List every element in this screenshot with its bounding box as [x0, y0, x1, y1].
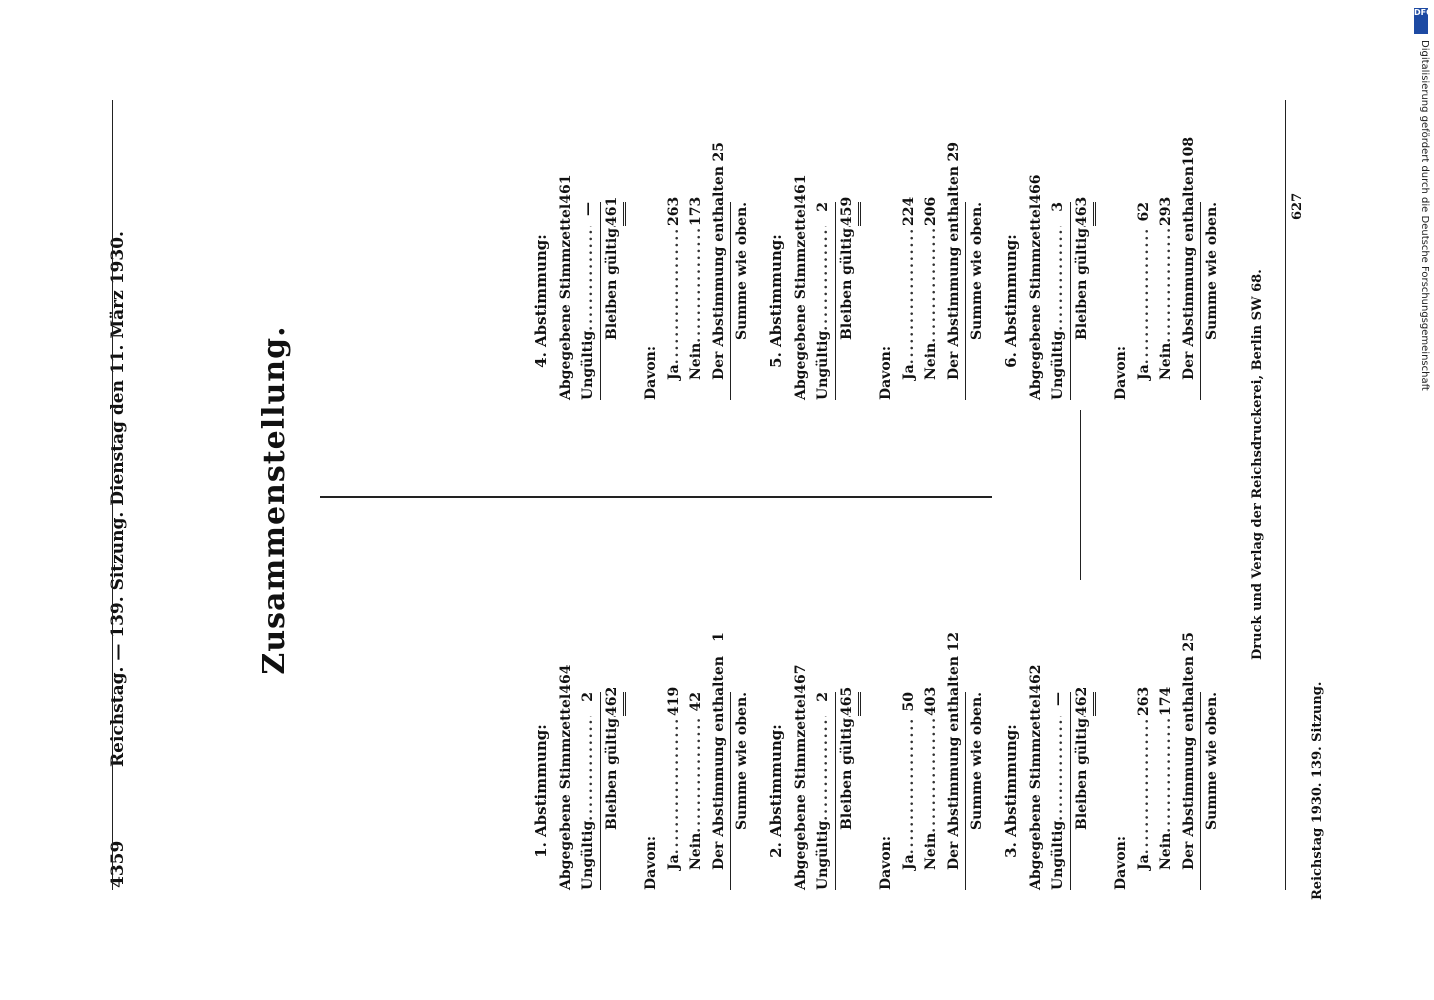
leader-dots: [1047, 226, 1070, 331]
section-heading: 4. Abstimmung:: [532, 234, 550, 368]
header-rule: [112, 100, 113, 890]
ungueltig-row: [577, 202, 600, 400]
ja-value: 263: [665, 196, 682, 226]
leader-dots: [898, 716, 921, 854]
enthalten-value: 12: [945, 632, 962, 652]
ja-value: 62: [1135, 202, 1152, 222]
spacer: [1096, 202, 1110, 400]
gueltig-label: Bleiben gültig: [838, 228, 855, 340]
abgegebene-row: [1025, 174, 1048, 400]
enthalten-label: Der Abstimmung enthalten: [945, 656, 962, 870]
footer-left: Reichstag 1930. 139. Sitzung.: [1310, 681, 1325, 900]
footer-separator: [1080, 410, 1081, 580]
leader-dots: [601, 226, 627, 228]
ja-label: Ja: [1135, 364, 1152, 380]
enthalten-row: [943, 142, 966, 400]
spacer: [626, 692, 640, 890]
leader-dots: [920, 716, 943, 833]
ja-row: [1133, 686, 1156, 890]
abstimmung-section: [1000, 136, 1224, 400]
gueltig-row: [835, 196, 862, 400]
ungueltig-value: 3: [1050, 202, 1066, 212]
nein-row: [920, 686, 943, 890]
ja-label: Ja: [1135, 854, 1152, 870]
abgegebene-label: Abgegebene Stimmzettel: [792, 203, 809, 400]
abgegebene-value: 466: [1027, 174, 1044, 204]
leader-dots: [663, 716, 686, 854]
davon-label: Davon:: [643, 345, 659, 400]
running-title: Reichstag. — 139. Sitzung. Dienstag den 11. März 1930.: [108, 231, 128, 767]
ungueltig-label: Ungültig: [815, 330, 831, 400]
leader-dots: [836, 226, 862, 228]
abgegebene-label: Abgegebene Stimmzettel: [1027, 203, 1044, 400]
enthalten-label: Der Abstimmung enthalten: [710, 166, 727, 380]
gueltig-row: [835, 686, 862, 890]
ja-label: Ja: [900, 854, 917, 870]
summe-note: Summe wie oben.: [1200, 692, 1224, 890]
page-title: Zusammenstellung.: [257, 325, 292, 675]
ungueltig-row: [577, 692, 600, 890]
enthalten-row: [708, 632, 731, 890]
gueltig-value: 462: [601, 692, 627, 716]
ungueltig-row: [812, 202, 835, 400]
abstimmung-section: [530, 142, 754, 400]
leader-dots: [577, 226, 600, 331]
nein-label: Nein: [923, 832, 939, 870]
gueltig-label: Bleiben gültig: [603, 718, 620, 830]
abgegebene-row: [555, 174, 578, 400]
rotated-page-content: [108, 0, 1325, 1000]
abgegebene-label: Abgegebene Stimmzettel: [557, 693, 574, 890]
abgegebene-value: 461: [557, 174, 574, 204]
leader-dots: [685, 716, 708, 833]
ja-label: Ja: [665, 364, 682, 380]
footer-rule: [1285, 100, 1286, 890]
abstimmung-section: [765, 142, 989, 400]
davon-label: Davon:: [643, 835, 659, 890]
leader-dots: [1047, 716, 1070, 821]
spacer: [861, 202, 875, 400]
leader-dots: [836, 716, 862, 718]
ja-value: 224: [900, 196, 917, 226]
ungueltig-row: [812, 692, 835, 890]
davon-label: Davon:: [1113, 345, 1129, 400]
page-header: [108, 110, 128, 888]
abgegebene-label: Abgegebene Stimmzettel: [557, 203, 574, 400]
enthalten-value: 108: [1180, 136, 1197, 167]
nein-value: 403: [923, 686, 939, 716]
abstimmung-section: [1000, 632, 1224, 890]
printer-imprint: Druck und Verlag der Reichsdruckerei, Berlin SW 68.: [1250, 269, 1265, 660]
ungueltig-label: Ungültig: [1050, 820, 1066, 890]
nein-row: [920, 196, 943, 400]
ungueltig-label: Ungültig: [815, 820, 831, 890]
leader-dots: [663, 226, 686, 364]
nein-label: Nein: [688, 342, 704, 380]
leader-dots: [1071, 226, 1097, 228]
enthalten-value: 25: [710, 142, 727, 162]
nein-row: [685, 196, 708, 400]
abgegebene-label: Abgegebene Stimmzettel: [1027, 693, 1044, 890]
abstimmung-section: [530, 632, 754, 890]
gueltig-label: Bleiben gültig: [1073, 228, 1090, 340]
dfg-sidebar: [1412, 6, 1433, 996]
enthalten-label: Der Abstimmung enthalten: [1180, 166, 1197, 380]
nein-label: Nein: [1158, 342, 1174, 380]
nein-row: [1155, 196, 1178, 400]
summe-note: Summe wie oben.: [1200, 202, 1224, 400]
abgegebene-row: [555, 664, 578, 890]
leader-dots: [1133, 716, 1156, 854]
nein-value: 173: [688, 196, 704, 226]
ungueltig-value: 2: [815, 692, 831, 702]
page-number: 4359: [108, 840, 128, 888]
ungueltig-value: —: [1050, 692, 1066, 706]
enthalten-label: Der Abstimmung enthalten: [1180, 656, 1197, 870]
enthalten-value: 1: [710, 632, 727, 642]
ungueltig-row: [1047, 692, 1070, 890]
nein-value: 293: [1158, 196, 1174, 226]
ja-row: [663, 196, 686, 400]
ungueltig-label: Ungültig: [580, 820, 596, 890]
abgegebene-row: [790, 664, 813, 890]
ungueltig-value: —: [580, 202, 596, 216]
leader-dots: [685, 226, 708, 343]
ja-value: 50: [900, 692, 917, 712]
abgegebene-value: 462: [1027, 664, 1044, 694]
abstimmung-section: [765, 632, 989, 890]
ja-value: 263: [1135, 686, 1152, 716]
ja-row: [898, 692, 921, 890]
spacer: [1096, 692, 1110, 890]
leader-dots: [601, 716, 627, 718]
gueltig-row: [600, 196, 627, 400]
spacer: [626, 202, 640, 400]
gueltig-value: 459: [836, 202, 862, 226]
leader-dots: [812, 716, 835, 821]
leader-dots: [1133, 226, 1156, 364]
abgegebene-label: Abgegebene Stimmzettel: [792, 693, 809, 890]
leader-dots: [577, 716, 600, 821]
abgegebene-row: [790, 174, 813, 400]
ungueltig-value: 2: [815, 202, 831, 212]
enthalten-value: 25: [1180, 632, 1197, 652]
digitization-credit: Digitalisierung gefördert durch die Deutsche Forschungsgemeinschaft: [1419, 40, 1430, 391]
davon-label: Davon:: [878, 345, 894, 400]
nein-label: Nein: [1158, 832, 1174, 870]
nein-label: Nein: [688, 832, 704, 870]
section-heading: 6. Abstimmung:: [1002, 234, 1020, 368]
gueltig-value: 462: [1071, 692, 1097, 716]
enthalten-label: Der Abstimmung enthalten: [710, 656, 727, 870]
nein-value: 206: [923, 196, 939, 226]
ungueltig-value: 2: [580, 692, 596, 702]
ja-row: [663, 686, 686, 890]
ungueltig-label: Ungültig: [580, 330, 596, 400]
sheet-number: 627: [1290, 192, 1305, 220]
gueltig-row: [1070, 686, 1097, 890]
summe-note: Summe wie oben.: [730, 692, 754, 890]
nein-row: [1155, 686, 1178, 890]
enthalten-value: 29: [945, 142, 962, 162]
gueltig-row: [1070, 196, 1097, 400]
ja-label: Ja: [665, 854, 682, 870]
gueltig-label: Bleiben gültig: [603, 228, 620, 340]
ungueltig-row: [1047, 202, 1070, 400]
nein-value: 174: [1158, 686, 1174, 716]
leader-dots: [1071, 716, 1097, 718]
abgegebene-value: 464: [557, 664, 574, 694]
nein-value: 42: [688, 692, 704, 712]
abgegebene-value: 461: [792, 174, 809, 204]
column-divider: [320, 496, 992, 498]
enthalten-label: Der Abstimmung enthalten: [945, 166, 962, 380]
ja-value: 419: [665, 686, 682, 716]
summe-note: Summe wie oben.: [965, 692, 989, 890]
section-heading: 1. Abstimmung:: [532, 724, 550, 858]
gueltig-label: Bleiben gültig: [1073, 718, 1090, 830]
enthalten-row: [708, 142, 731, 400]
leader-dots: [920, 226, 943, 343]
davon-label: Davon:: [1113, 835, 1129, 890]
leader-dots: [1155, 226, 1178, 343]
enthalten-row: [1178, 136, 1201, 400]
leader-dots: [1155, 716, 1178, 833]
ja-row: [1133, 202, 1156, 400]
gueltig-label: Bleiben gültig: [838, 718, 855, 830]
abgegebene-value: 467: [792, 664, 809, 694]
ja-label: Ja: [900, 364, 917, 380]
spacer: [861, 692, 875, 890]
enthalten-row: [1178, 632, 1201, 890]
nein-row: [685, 692, 708, 890]
gueltig-row: [600, 686, 627, 890]
gueltig-value: 463: [1071, 202, 1097, 226]
summe-note: Summe wie oben.: [965, 202, 989, 400]
abgegebene-row: [1025, 664, 1048, 890]
section-heading: 2. Abstimmung:: [767, 724, 785, 858]
section-heading: 3. Abstimmung:: [1002, 724, 1020, 858]
dfg-logo: DFG: [1414, 8, 1428, 34]
section-heading: 5. Abstimmung:: [767, 234, 785, 368]
davon-label: Davon:: [878, 835, 894, 890]
gueltig-value: 465: [836, 692, 862, 716]
enthalten-row: [943, 632, 966, 890]
ja-row: [898, 196, 921, 400]
leader-dots: [812, 226, 835, 331]
gueltig-value: 461: [601, 202, 627, 226]
leader-dots: [898, 226, 921, 364]
summe-note: Summe wie oben.: [730, 202, 754, 400]
ungueltig-label: Ungültig: [1050, 330, 1066, 400]
nein-label: Nein: [923, 342, 939, 380]
